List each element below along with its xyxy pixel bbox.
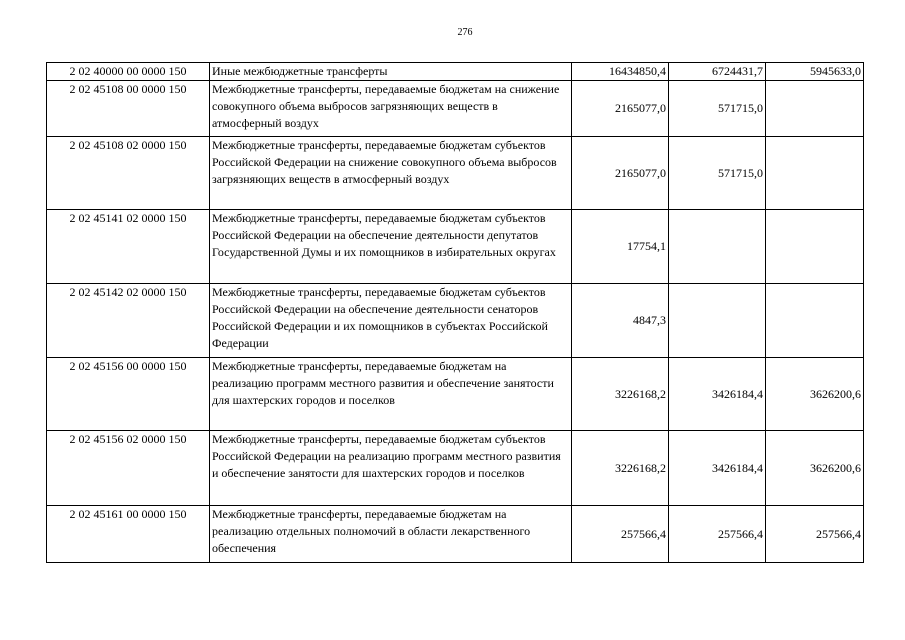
budget-code-cell: 2 02 40000 00 0000 150 (47, 63, 210, 81)
budget-code-cell: 2 02 45142 02 0000 150 (47, 284, 210, 358)
amount-year1-cell: 257566,4 (572, 506, 669, 563)
table-row (47, 506, 864, 563)
transfer-name-cell: Межбюджетные трансферты, передаваемые бюджетам субъектов Российской Федерации на снижение совокупного объема выбросов загрязняющих веществ в атмосферный воздух (210, 137, 572, 210)
budget-code-cell: 2 02 45156 00 0000 150 (47, 358, 210, 431)
transfer-name-cell: Межбюджетные трансферты, передаваемые бюджетам субъектов Российской Федерации на обеспечение деятельности депутатов Государственной Думы и их помощников в избирательных округах (210, 210, 572, 284)
budget-table (46, 62, 864, 563)
transfer-name-cell: Иные межбюджетные трансферты (210, 63, 572, 81)
budget-code-cell: 2 02 45141 02 0000 150 (47, 210, 210, 284)
amount-year3-cell: 257566,4 (766, 506, 864, 563)
budget-code-cell: 2 02 45161 00 0000 150 (47, 506, 210, 563)
amount-year1-cell: 3226168,2 (572, 431, 669, 506)
amount-year1-cell: 3226168,2 (572, 358, 669, 431)
amount-year1-cell: 16434850,4 (572, 63, 669, 81)
table-row (47, 431, 864, 506)
amount-year2-cell: 3426184,4 (669, 358, 766, 431)
table-row (47, 358, 864, 431)
amount-year2-cell: 257566,4 (669, 506, 766, 563)
budget-code-cell: 2 02 45156 02 0000 150 (47, 431, 210, 506)
amount-year2-cell: 571715,0 (669, 81, 766, 137)
transfer-name-cell: Межбюджетные трансферты, передаваемые бюджетам на снижение совокупного объема выбросов загрязняющих веществ в атмосферный воздух (210, 81, 572, 137)
table-row (47, 210, 864, 284)
amount-year2-cell: 3426184,4 (669, 431, 766, 506)
amount-year1-cell: 4847,3 (572, 284, 669, 358)
budget-code-cell: 2 02 45108 00 0000 150 (47, 81, 210, 137)
budget-code-cell: 2 02 45108 02 0000 150 (47, 137, 210, 210)
amount-year3-cell (766, 81, 864, 137)
transfer-name-cell: Межбюджетные трансферты, передаваемые бюджетам на реализацию отдельных полномочий в области лекарственного обеспечения (210, 506, 572, 563)
amount-year3-cell: 5945633,0 (766, 63, 864, 81)
table-row (47, 63, 864, 81)
amount-year3-cell (766, 210, 864, 284)
table-row (47, 137, 864, 210)
transfer-name-cell: Межбюджетные трансферты, передаваемые бюджетам на реализацию программ местного развития и обеспечение занятости для шахтерских городов и поселков (210, 358, 572, 431)
amount-year3-cell: 3626200,6 (766, 358, 864, 431)
amount-year1-cell: 2165077,0 (572, 137, 669, 210)
amount-year3-cell: 3626200,6 (766, 431, 864, 506)
amount-year2-cell (669, 284, 766, 358)
transfer-name-cell: Межбюджетные трансферты, передаваемые бюджетам субъектов Российской Федерации на реализацию программ местного развития и обеспечение занятости для шахтерских городов и поселков (210, 431, 572, 506)
amount-year1-cell: 2165077,0 (572, 81, 669, 137)
table-row (47, 81, 864, 137)
table-row (47, 284, 864, 358)
amount-year2-cell: 571715,0 (669, 137, 766, 210)
amount-year1-cell: 17754,1 (572, 210, 669, 284)
amount-year3-cell (766, 137, 864, 210)
amount-year2-cell: 6724431,7 (669, 63, 766, 81)
transfer-name-cell: Межбюджетные трансферты, передаваемые бюджетам субъектов Российской Федерации на обеспечение деятельности сенаторов Российской Федерации и их помощников в субъектах Российской Федерации (210, 284, 572, 358)
amount-year3-cell (766, 284, 864, 358)
page-number: 276 (457, 27, 473, 38)
amount-year2-cell (669, 210, 766, 284)
